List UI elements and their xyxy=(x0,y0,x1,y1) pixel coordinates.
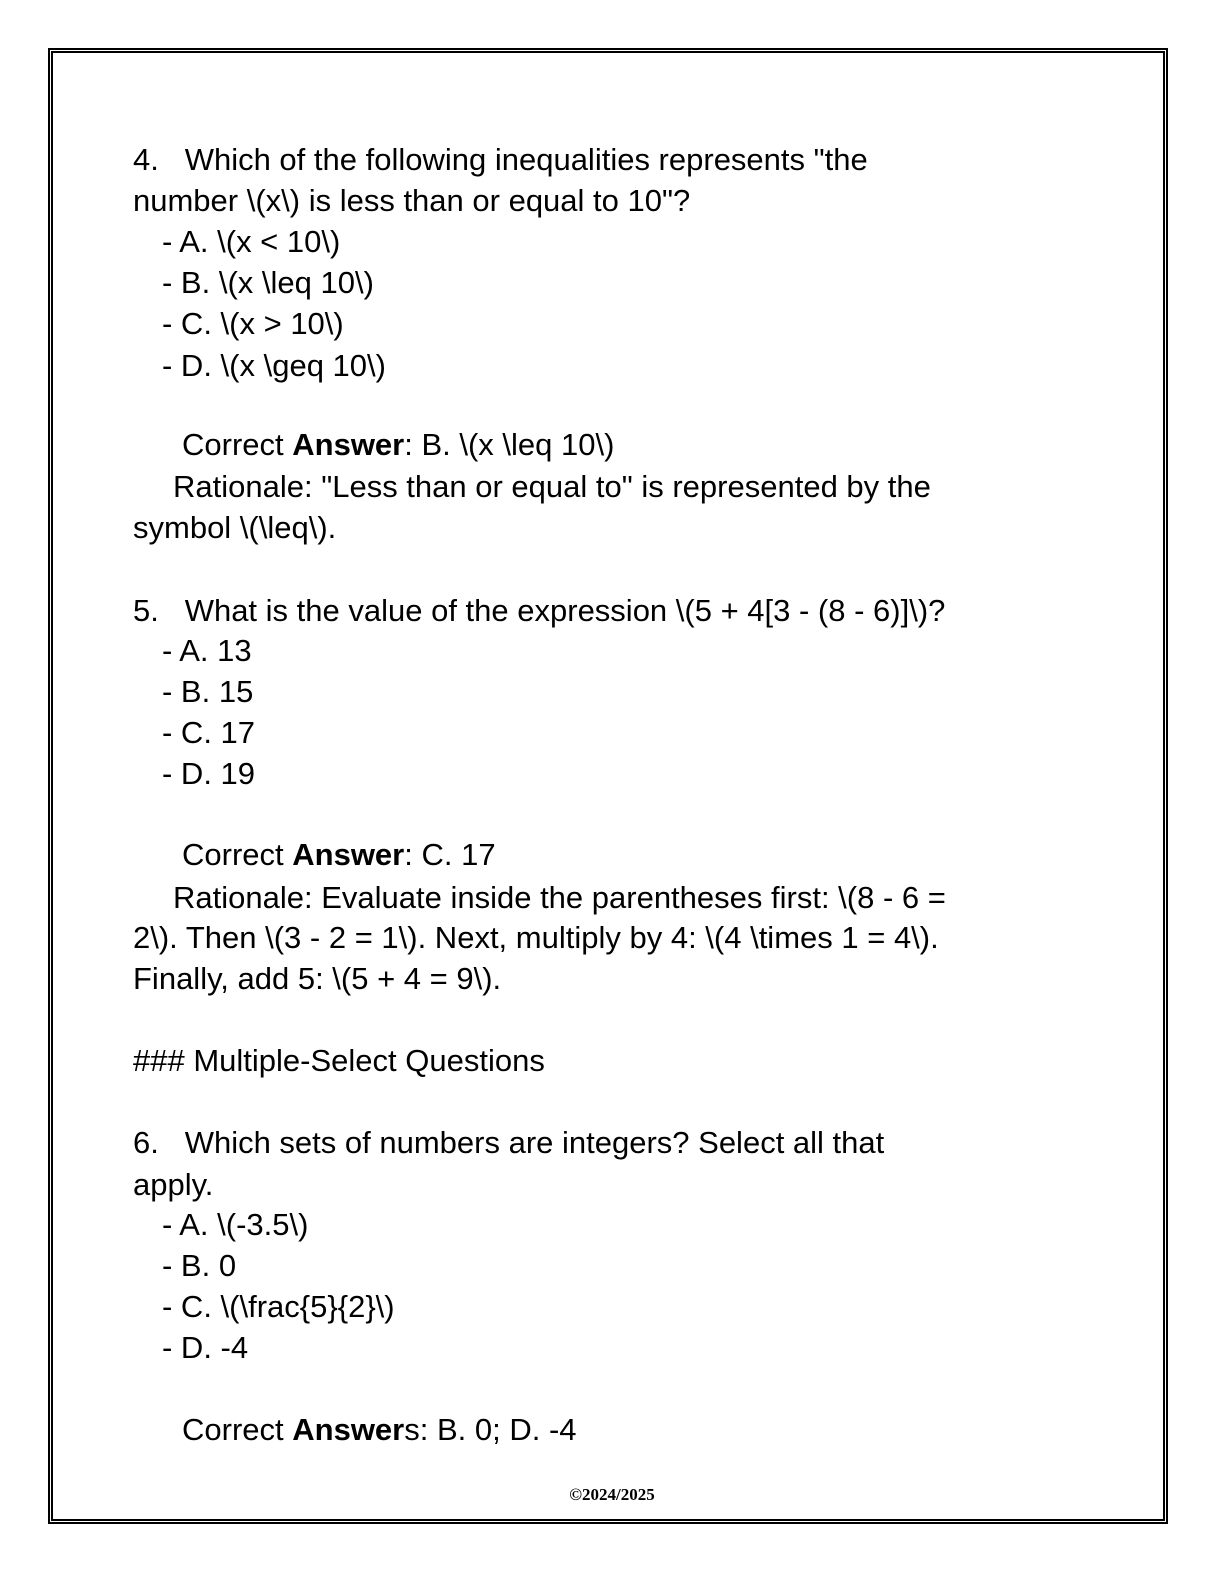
option-d: - D. -4 xyxy=(162,1330,249,1365)
option-b: - B. 0 xyxy=(162,1248,237,1283)
answer-prefix: Correct xyxy=(182,837,293,872)
rationale-cont: Finally, add 5: \(5 + 4 = 9\). xyxy=(133,961,502,996)
answer-label: Answer xyxy=(292,1412,405,1447)
answer-prefix: Correct xyxy=(182,427,293,462)
rationale-cont: symbol \(\leq\). xyxy=(133,510,337,545)
rationale-cont: 2\). Then \(3 - 2 = 1\). Next, multiply by 4: \(4 \times 1 = 4\). xyxy=(133,920,939,955)
option-b: - B. 15 xyxy=(162,674,254,709)
answer-label: Answer xyxy=(292,427,405,462)
correct-answer xyxy=(182,425,614,465)
rationale: Rationale: Evaluate inside the parentheses first: \(8 - 6 = xyxy=(173,880,946,915)
answer-prefix: Correct xyxy=(182,1412,293,1447)
option-d: - D. 19 xyxy=(162,756,256,791)
correct-answers xyxy=(182,1410,577,1450)
question-6-stem: 6. Which sets of numbers are integers? Select all that xyxy=(133,1125,885,1160)
answer-value: : C. 17 xyxy=(404,837,496,872)
question-4-stem-cont: number \(x\) is less than or equal to 10"? xyxy=(133,183,691,218)
option-a: - A. \(x < 10\) xyxy=(162,224,341,259)
answer-label: Answer xyxy=(292,837,405,872)
rationale: Rationale: "Less than or equal to" is represented by the xyxy=(173,469,931,504)
option-c: - C. \(x > 10\) xyxy=(162,306,344,341)
answer-value: : B. \(x \leq 10\) xyxy=(404,427,615,462)
option-c: - C. \(\frac{5}{2}\) xyxy=(162,1289,395,1324)
correct-answer xyxy=(182,835,496,875)
question-4-stem: 4. Which of the following inequalities represents "the xyxy=(133,142,868,177)
section-heading: ### Multiple-Select Questions xyxy=(133,1043,545,1078)
question-6-stem-cont: apply. xyxy=(133,1167,214,1202)
copyright-footer: ©2024/2025 xyxy=(569,1485,655,1504)
option-b: - B. \(x \leq 10\) xyxy=(162,265,374,300)
option-a: - A. 13 xyxy=(162,633,252,668)
option-c: - C. 17 xyxy=(162,715,256,750)
answer-value: s: B. 0; D. -4 xyxy=(404,1412,577,1447)
option-d: - D. \(x \geq 10\) xyxy=(162,348,386,383)
question-5-stem: 5. What is the value of the expression \(5 + 4[3 - (8 - 6)]\)? xyxy=(133,593,946,628)
option-a: - A. \(-3.5\) xyxy=(162,1207,309,1242)
